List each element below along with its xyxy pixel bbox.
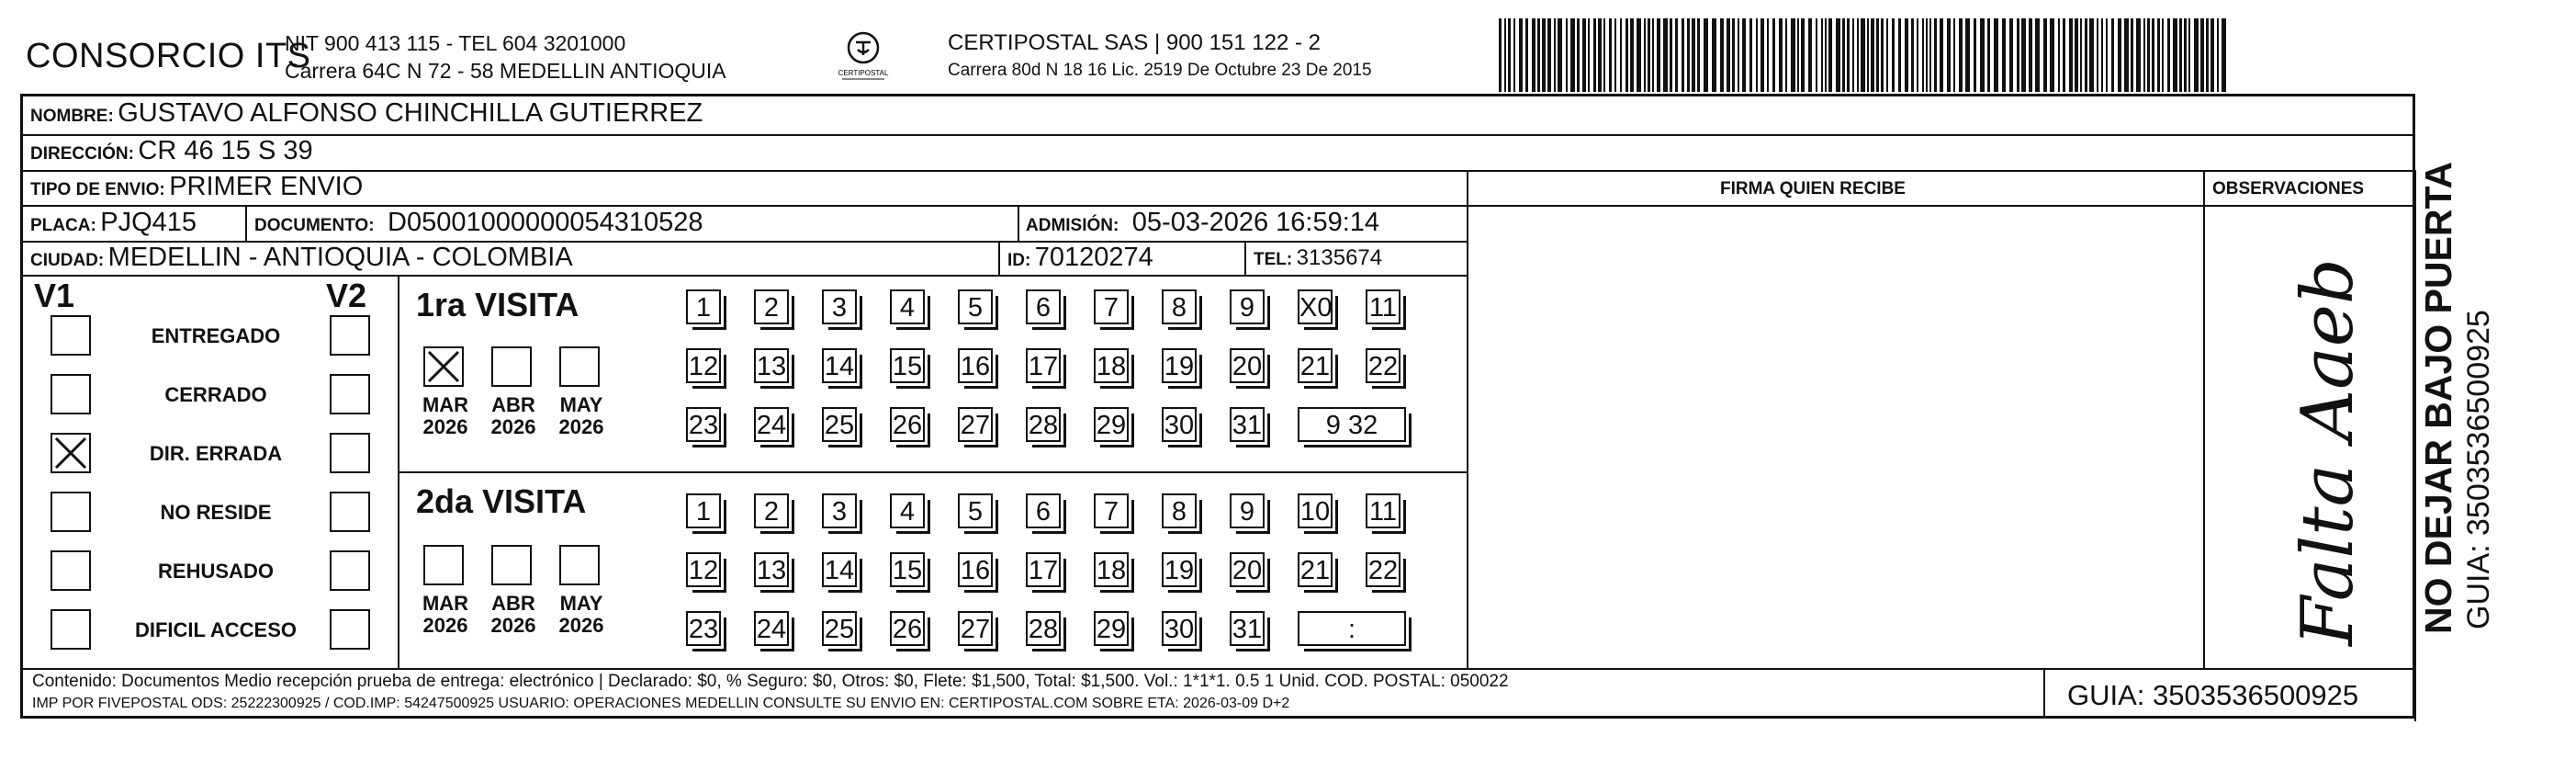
barcode-bar: [2136, 18, 2141, 92]
recipient-name-row: [30, 98, 703, 129]
barcode-bar: [1554, 18, 1556, 92]
barcode-bar: [1652, 18, 1654, 92]
barcode-bar: [1842, 18, 1845, 92]
month-label: [484, 394, 543, 438]
barcode-bar: [1886, 18, 1888, 92]
barcode-bar: [1742, 18, 1746, 92]
barcode-bar: [1525, 18, 1528, 92]
barcode-bar: [1588, 18, 1590, 92]
barcode-bar: [1801, 18, 1805, 92]
day-box[interactable]: 25: [822, 407, 857, 442]
v1-checkbox[interactable]: [51, 492, 91, 532]
day-box[interactable]: 20: [1230, 552, 1265, 587]
day-box[interactable]: 4: [890, 493, 925, 528]
barcode-bar: [2080, 18, 2082, 92]
v2-checkbox[interactable]: [330, 609, 370, 650]
barcode-bar: [1779, 18, 1783, 92]
document-label: DOCUMENTO:: [254, 216, 375, 235]
status-label: ENTREGADO: [151, 324, 281, 347]
barcode-bar: [2147, 18, 2150, 92]
carrier-info: [948, 29, 1372, 85]
barcode-bar: [2029, 18, 2032, 92]
v1-label: V1: [34, 277, 75, 314]
day-box[interactable]: 19: [1162, 348, 1197, 383]
day-box[interactable]: 1: [686, 289, 721, 324]
barcode-bar: [1637, 18, 1641, 92]
barcode-bar: [1663, 18, 1668, 92]
barcode-bar: [1965, 18, 1970, 92]
day-box[interactable]: 30: [1162, 611, 1197, 646]
month-name: ABR: [491, 592, 535, 615]
barcode-bar: [1934, 18, 1937, 92]
barcode-bar: [1692, 18, 1695, 92]
day-box[interactable]: 23: [686, 407, 721, 442]
day-box[interactable]: 9: [1230, 493, 1265, 528]
day-box[interactable]: 22: [1366, 552, 1400, 587]
barcode-bar: [1532, 18, 1535, 92]
company-nit: NIT 900 413 115 - TEL 604 3201000: [285, 31, 626, 55]
day-box[interactable]: 8: [1162, 493, 1197, 528]
logo-label: CERTIPOSTAL: [838, 69, 889, 77]
barcode-bar: [2089, 18, 2094, 92]
recipient-name: GUSTAVO ALFONSO CHINCHILLA GUTIERREZ: [118, 98, 703, 128]
barcode-bar: [1847, 18, 1850, 92]
company-info: [285, 29, 726, 85]
barcode-bar: [1825, 18, 1827, 92]
day-box[interactable]: X0: [1298, 289, 1333, 324]
barcode-bar: [1940, 18, 1943, 92]
day-box[interactable]: 22: [1366, 348, 1400, 383]
barcode-bar: [1917, 18, 1918, 92]
tel-cell: [1254, 245, 1382, 271]
barcode-bar: [1791, 18, 1795, 92]
v1-checkbox[interactable]: [51, 433, 91, 473]
month-year: 2026: [422, 614, 468, 637]
day-box[interactable]: 4: [890, 289, 925, 324]
barcode-bar: [1974, 18, 1976, 92]
signature-header: FIRMA QUIEN RECIBE: [1720, 179, 1906, 198]
day-box[interactable]: 13: [754, 348, 789, 383]
barcode-bar: [1670, 18, 1672, 92]
day-box[interactable]: 7: [1094, 493, 1129, 528]
status-label: REHUSADO: [158, 560, 274, 583]
barcode-bar: [1772, 18, 1775, 92]
day-box[interactable]: 17: [1026, 348, 1061, 383]
barcode-bar: [1867, 18, 1869, 92]
day-box[interactable]: 14: [822, 552, 857, 587]
barcode-bar: [1922, 18, 1924, 92]
check-mark-icon: [52, 435, 89, 471]
barcode-bar: [2043, 18, 2047, 92]
delivery-form: [20, 94, 2415, 719]
day-box[interactable]: 26: [890, 611, 925, 646]
v2-checkbox[interactable]: [330, 492, 370, 532]
day-box[interactable]: 16: [958, 552, 993, 587]
barcode-bar: [1756, 18, 1758, 92]
barcode-bar: [2058, 18, 2060, 92]
month-name: ABR: [491, 393, 535, 416]
v2-label: V2: [326, 277, 367, 314]
barcode-bar: [2124, 18, 2129, 92]
month-checkbox[interactable]: [491, 545, 532, 585]
barcode-bar: [1542, 18, 1546, 92]
status-label: CERRADO: [164, 383, 267, 406]
month-name: MAR: [422, 592, 469, 615]
barcode-bar: [1785, 18, 1787, 92]
footer-guia: GUIA: 3503536500925: [2067, 679, 2359, 711]
plate-value: PJQ415: [100, 208, 197, 237]
day-box[interactable]: 27: [958, 407, 993, 442]
barcode-bar: [2050, 18, 2054, 92]
barcode-bar: [2069, 18, 2073, 92]
day-box[interactable]: 30: [1162, 407, 1197, 442]
v2-checkbox[interactable]: [330, 374, 370, 414]
month-label: [416, 593, 475, 637]
barcode-bar: [1682, 18, 1684, 92]
barcode-bar: [1504, 18, 1506, 92]
barcode-bar: [1905, 18, 1908, 92]
shipment-type: PRIMER ENVIO: [169, 172, 364, 201]
month-checkbox[interactable]: [559, 346, 600, 387]
day-box[interactable]: 18: [1094, 552, 1129, 587]
barcode-bar: [2173, 18, 2177, 92]
barcode-bar: [2222, 18, 2226, 92]
barcode-bar: [1892, 18, 1895, 92]
day-box[interactable]: 6: [1026, 289, 1061, 324]
barcode-bar: [1697, 18, 1700, 92]
day-box[interactable]: 8: [1162, 289, 1197, 324]
barcode-bar: [1911, 18, 1914, 92]
barcode-bar: [1994, 18, 1998, 92]
id-label: ID:: [1007, 251, 1031, 270]
barcode-bar: [2063, 18, 2065, 92]
recipient-address: CR 46 15 S 39: [138, 136, 313, 165]
v2-checkbox[interactable]: [330, 433, 370, 473]
day-box[interactable]: 24: [754, 611, 789, 646]
id-cell: [1007, 243, 1153, 273]
document-cell: [254, 208, 703, 238]
barcode-bar: [1566, 18, 1568, 92]
company-address: Carrera 64C N 72 - 58 MEDELLIN ANTIOQUIA: [285, 59, 726, 83]
day-box[interactable]: 27: [958, 611, 993, 646]
day-box[interactable]: 3: [822, 493, 857, 528]
day-box[interactable]: 18: [1094, 348, 1129, 383]
plate-cell: [30, 208, 197, 238]
month-label: [484, 593, 543, 637]
day-box[interactable]: 11: [1366, 493, 1400, 528]
barcode-bar: [2143, 18, 2145, 92]
barcode-bar: [1558, 18, 1562, 92]
month-checkbox[interactable]: [559, 545, 600, 585]
day-box[interactable]: 2: [754, 289, 789, 324]
day-box[interactable]: 29: [1094, 407, 1129, 442]
admission-cell: [1026, 208, 1379, 238]
month-year: 2026: [422, 415, 468, 438]
barcode-bar: [1797, 18, 1799, 92]
barcode-bar: [1876, 18, 1879, 92]
day-box[interactable]: 1: [686, 493, 721, 528]
v1-checkbox[interactable]: [51, 315, 91, 356]
barcode-bar: [1808, 18, 1812, 92]
side-guia: GUIA: 3503536500925: [2461, 310, 2496, 629]
barcode-bar: [1947, 18, 1951, 92]
month-checkbox[interactable]: [423, 545, 464, 585]
barcode-bar: [1644, 18, 1646, 92]
day-box[interactable]: 28: [1026, 407, 1061, 442]
shipment-type-label: TIPO DE ENVIO:: [30, 180, 165, 199]
day-box[interactable]: 15: [890, 348, 925, 383]
day-box[interactable]: 14: [822, 348, 857, 383]
barcode-bar: [1881, 18, 1884, 92]
barcode-bar: [2021, 18, 2026, 92]
certipostal-logo: [831, 28, 895, 92]
barcode-bar: [2101, 18, 2103, 92]
month-year: 2026: [490, 415, 536, 438]
day-box[interactable]: 31: [1230, 611, 1265, 646]
barcode-bar: [2194, 18, 2199, 92]
barcode-bar: [1508, 18, 1511, 92]
barcode-bar: [1898, 18, 1901, 92]
barcode-bar: [2131, 18, 2133, 92]
barcode-bar: [1738, 18, 1739, 92]
city-value: MEDELLIN - ANTIOQUIA - COLOMBIA: [107, 243, 573, 272]
barcode-bar: [1712, 18, 1716, 92]
month-name: MAY: [559, 393, 603, 416]
day-box[interactable]: 28: [1026, 611, 1061, 646]
barcode-bar: [1980, 18, 1985, 92]
id-value: 70120274: [1034, 243, 1153, 272]
month-label: [552, 593, 611, 637]
barcode-bar: [1821, 18, 1823, 92]
barcode-bar: [1732, 18, 1735, 92]
day-box[interactable]: 16: [958, 348, 993, 383]
carrier-address: Carrera 80d N 18 16 Lic. 2519 De Octubre 23 De 2015: [948, 61, 1372, 80]
day-box[interactable]: 15: [890, 552, 925, 587]
barcode-bar: [2210, 18, 2214, 92]
barcode-bar: [2111, 18, 2114, 92]
barcode-bar: [1760, 18, 1764, 92]
barcode-bar: [1648, 18, 1650, 92]
barcode-bar: [2035, 18, 2040, 92]
barcode-bar: [1614, 18, 1616, 92]
city-label: CIUDAD:: [30, 251, 105, 270]
day-box[interactable]: 5: [958, 289, 993, 324]
footer-content: Contenido: Documentos Medio recepción prueba de entrega: electrónico | Declarado: $0, % Seguro: $0, Otros: $0, Flete: $1,500, Total: $1,500. Vol.: 1*1*1. 0.5 1 Unid. COD. POSTAL: 050022: [32, 672, 1509, 691]
barcode-bar: [2157, 18, 2160, 92]
carrier-name: CERTIPOSTAL SAS | 900 151 122 - 2: [948, 30, 1321, 55]
handwritten-note: Falta Aaeb: [2287, 258, 2369, 646]
barcode-bar: [1816, 18, 1817, 92]
barcode-bar: [2200, 18, 2204, 92]
barcode-bar: [2152, 18, 2154, 92]
barcode-bar: [1727, 18, 1730, 92]
barcode-bar: [1570, 18, 1575, 92]
day-box[interactable]: 21: [1298, 552, 1333, 587]
barcode-bar: [1926, 18, 1928, 92]
day-box[interactable]: 9: [1230, 289, 1265, 324]
barcode-bar: [1625, 18, 1628, 92]
barcode-bar: [1513, 18, 1515, 92]
barcode-bar: [1704, 18, 1708, 92]
barcode-bar: [1598, 18, 1602, 92]
v1-checkbox[interactable]: [51, 550, 91, 591]
day-box[interactable]: 25: [822, 611, 857, 646]
day-box[interactable]: 23: [686, 611, 721, 646]
barcode-bar: [1720, 18, 1724, 92]
barcode-bar: [1929, 18, 1931, 92]
barcode-bar: [1953, 18, 1955, 92]
barcode-bar: [1852, 18, 1854, 92]
status-label: DIFICIL ACCESO: [134, 618, 297, 641]
second-visit-title: 2da VISITA: [416, 482, 587, 520]
tel-value: 3135674: [1296, 245, 1383, 270]
day-box[interactable]: 11: [1366, 289, 1400, 324]
company-name: CONSORCIO ITS: [26, 37, 311, 75]
day-box[interactable]: 7: [1094, 289, 1129, 324]
barcode-bar: [1499, 18, 1502, 92]
barcode-bar: [2217, 18, 2219, 92]
day-box[interactable]: 2: [754, 493, 789, 528]
barcode-bar: [2184, 18, 2187, 92]
barcode-bar: [1836, 18, 1840, 92]
barcode-bar: [2179, 18, 2182, 92]
day-box[interactable]: 19: [1162, 552, 1197, 587]
barcode-bar: [2106, 18, 2108, 92]
barcode-bar: [1749, 18, 1752, 92]
barcode-bar: [1609, 18, 1612, 92]
barcode-bar: [1593, 18, 1596, 92]
shipment-type-row: [30, 172, 363, 202]
barcode-bar: [2167, 18, 2170, 92]
barcode-bar: [2075, 18, 2078, 92]
day-box[interactable]: 12: [686, 552, 721, 587]
footer-print-info: IMP POR FIVEPOSTAL ODS: 25222300925 / COD.IMP: 54247500925 USUARIO: OPERACIONES MEDELLIN CONSULTE SU ENVIO EN: CERTIPOSTAL.COM SOBRE ETA: 2026-03-09 D+2: [32, 696, 1290, 711]
day-box[interactable]: 5: [958, 493, 993, 528]
barcode-bar: [2017, 18, 2019, 92]
barcode-bar: [2085, 18, 2087, 92]
day-box[interactable]: 24: [754, 407, 789, 442]
barcode-bar: [1675, 18, 1678, 92]
admission-label: ADMISIÓN:: [1026, 216, 1119, 235]
status-label: DIR. ERRADA: [149, 442, 283, 465]
address-label: DIRECCIÓN:: [30, 144, 134, 164]
tel-label: TEL:: [1254, 250, 1293, 269]
month-checkbox[interactable]: [491, 346, 532, 387]
barcode-bar: [2009, 18, 2013, 92]
barcode-bar: [1767, 18, 1769, 92]
barcode-bar: [2118, 18, 2121, 92]
month-checkbox[interactable]: [423, 346, 464, 387]
barcode-bar: [1861, 18, 1865, 92]
first-visit-title: 1ra VISITA: [416, 286, 579, 323]
city-cell: [30, 243, 573, 273]
month-year: 2026: [490, 614, 536, 637]
observations-header: OBSERVACIONES: [2212, 179, 2365, 198]
barcode-bar: [1620, 18, 1622, 92]
no-dejar-warning: NO DEJAR BAJO PUERTA: [2417, 161, 2459, 634]
day-box[interactable]: 6: [1026, 493, 1061, 528]
barcode-bar: [2097, 18, 2098, 92]
month-year: 2026: [558, 415, 604, 438]
barcode: [1499, 18, 2226, 92]
barcode-bar: [1828, 18, 1832, 92]
barcode-bar: [1687, 18, 1690, 92]
barcode-bar: [1630, 18, 1634, 92]
day-box[interactable]: 20: [1230, 348, 1265, 383]
day-box[interactable]: 21: [1298, 348, 1333, 383]
barcode-bar: [1987, 18, 1990, 92]
status-label: NO RESIDE: [160, 501, 272, 524]
barcode-bar: [2002, 18, 2006, 92]
month-name: MAY: [559, 592, 603, 615]
barcode-bar: [1537, 18, 1540, 92]
month-name: MAR: [422, 393, 469, 416]
day-box[interactable]: :: [1298, 611, 1406, 646]
barcode-bar: [2162, 18, 2164, 92]
check-mark-icon: [425, 348, 462, 385]
month-label: [416, 394, 475, 438]
barcode-bar: [1871, 18, 1874, 92]
address-row: [30, 136, 313, 166]
day-box[interactable]: 9 32: [1298, 407, 1406, 442]
barcode-bar: [1519, 18, 1523, 92]
barcode-bar: [2206, 18, 2209, 92]
barcode-bar: [1577, 18, 1580, 92]
v1-checkbox[interactable]: [51, 609, 91, 650]
day-box[interactable]: 10: [1298, 493, 1333, 528]
day-box[interactable]: 29: [1094, 611, 1129, 646]
day-box[interactable]: 31: [1230, 407, 1265, 442]
admission-value: 05-03-2026 16:59:14: [1131, 208, 1380, 237]
v1-checkbox[interactable]: [51, 374, 91, 414]
barcode-bar: [1547, 18, 1551, 92]
day-box[interactable]: 12: [686, 348, 721, 383]
barcode-bar: [1857, 18, 1859, 92]
barcode-bar: [2188, 18, 2190, 92]
v2-checkbox[interactable]: [330, 550, 370, 591]
barcode-bar: [1959, 18, 1963, 92]
day-box[interactable]: 26: [890, 407, 925, 442]
month-year: 2026: [558, 614, 604, 637]
barcode-bar: [1603, 18, 1605, 92]
month-label: [552, 394, 611, 438]
barcode-bar: [1657, 18, 1660, 92]
day-box[interactable]: 13: [754, 552, 789, 587]
barcode-bar: [1582, 18, 1586, 92]
day-box[interactable]: 17: [1026, 552, 1061, 587]
document-value: D05001000000054310528: [388, 208, 703, 237]
v2-checkbox[interactable]: [330, 315, 370, 356]
day-box[interactable]: 3: [822, 289, 857, 324]
plate-label: PLACA:: [30, 216, 96, 235]
name-label: NOMBRE:: [30, 107, 114, 126]
